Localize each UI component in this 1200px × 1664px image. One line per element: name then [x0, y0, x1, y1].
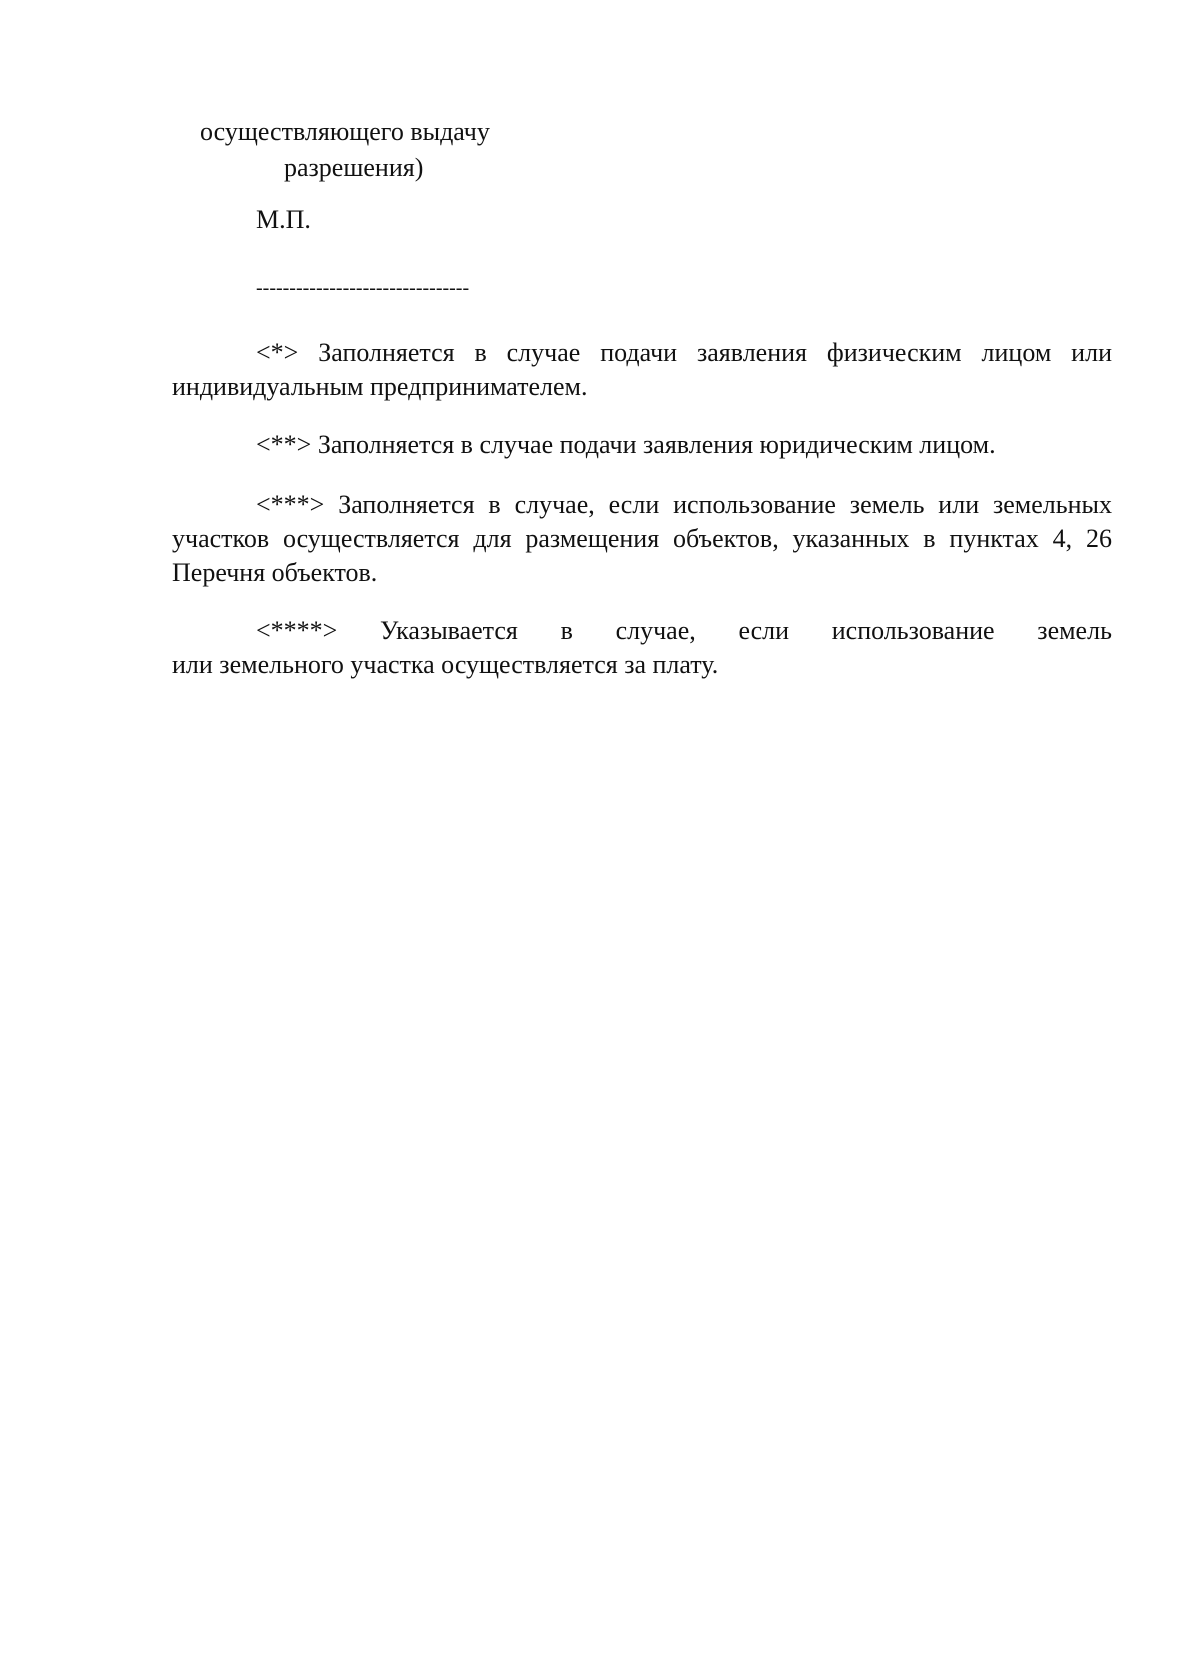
footnote-4-word: случае, [615, 616, 696, 645]
footnote-1: <*> Заполняется в случае подачи заявления физическим лицом или индивидуальным предпринимателем. [172, 338, 1112, 401]
footnote-2: <**> Заполняется в случае подачи заявления юридическим лицом. [256, 430, 996, 459]
footnote-4-word: Указывается [380, 616, 518, 645]
footnote-3: <***> Заполняется в случае, если использование земель или земельных участков осуществляется для размещения объектов, указанных в пунктах 4, 26 Перечня объектов. [172, 490, 1112, 587]
footnote-4-word: земель [1037, 616, 1112, 645]
signature-caption-line2: разрешения) [284, 153, 424, 182]
footnote-4-word: <****> [256, 616, 338, 645]
footnote-4-word: если [738, 616, 790, 645]
footnote-4-word: в [560, 616, 573, 645]
footnote-separator: -------------------------------- [256, 277, 470, 299]
footnote-4-line2: или земельного участка осуществляется за плату. [172, 650, 719, 679]
footnote-4-line1 [172, 614, 1112, 648]
footnote-4 [172, 614, 1112, 682]
stamp-place-label: М.П. [256, 205, 311, 234]
signature-caption-line1: осуществляющего выдачу [200, 117, 490, 146]
footnote-4-word: использование [831, 616, 995, 645]
